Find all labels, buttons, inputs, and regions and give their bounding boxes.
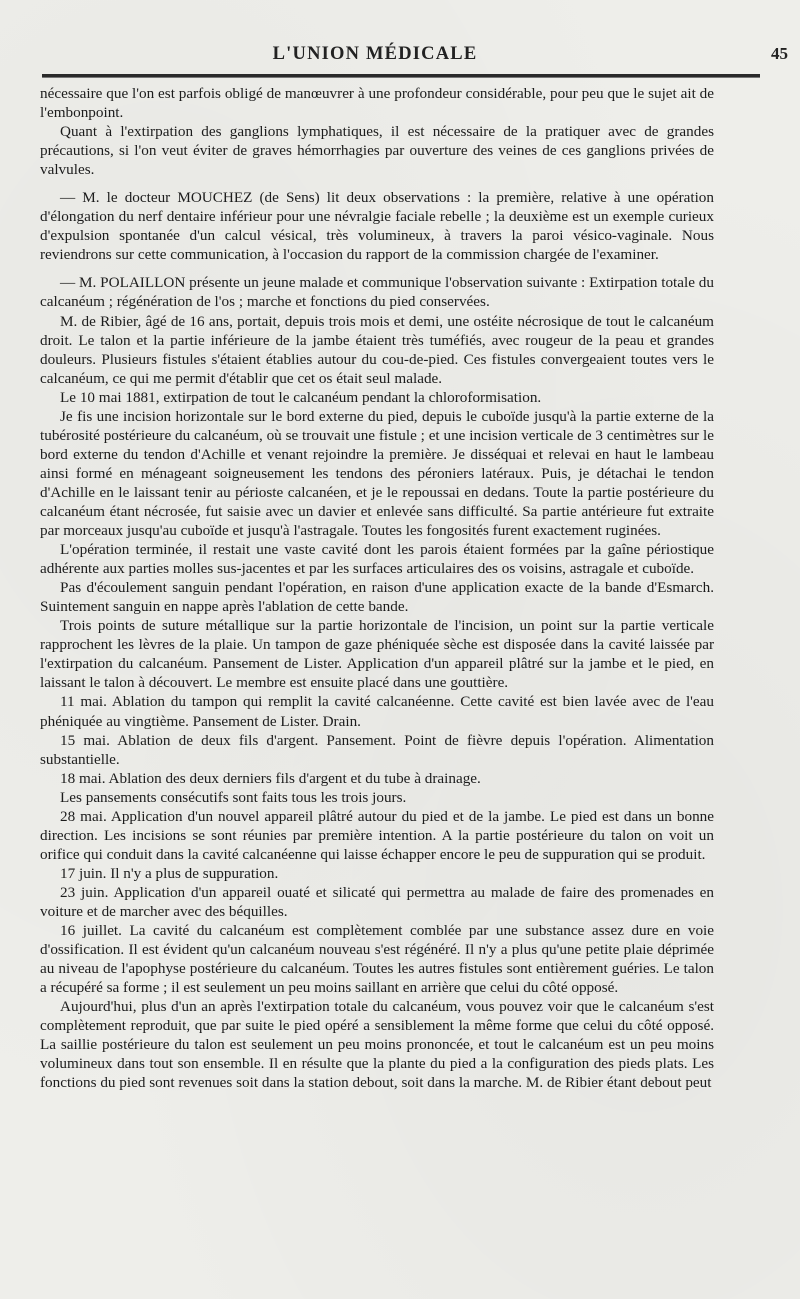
paragraph-13: 18 mai. Ablation des deux derniers fils d'argent et du tube à drainage. [60,769,481,787]
paragraph-8: L'opération terminée, il restait une vaste cavité dont les parois étaient formées par la gaîne périostique adhérente aux parties molles sus-jacentes et par les surfaces articulaires des os voisins, astragale et cuboïde. [40,541,714,578]
paragraph-14: Les pansements consécutifs sont faits tous les trois jours. [60,788,407,806]
running-title: L'UNION MÉDICALE [272,44,478,64]
paragraph-10: Trois points de suture métallique sur la partie horizontale de l'incision, un point sur la partie verticale rapprochent les lèvres de la plaie. Un tampon de gaze phéniquée sèche est disposée dans la cavité laissée par l'extirpation du calcanéum. Pansement de Lister. Application d'un appareil plâtré sur la jambe et le pied, en laissant le talon à découvert. Le membre est ensuite placé dans une gouttière. [40,617,714,692]
paragraph-12: 15 mai. Ablation de deux fils d'argent. Pansement. Point de fièvre depuis l'opération. Alimentation substantielle. [40,731,714,768]
paragraph-11: 11 mai. Ablation du tampon qui remplit la cavité calcanéenne. Cette cavité est bien lavée avec de l'eau phéniquée au vingtième. Pansement de Lister. Drain. [40,693,714,730]
paragraph-4: — M. POLAILLON présente un jeune malade et communique l'observation suivante : Extirpation totale du calcanéum ; régénération de l'os ; marche et fonctions du pied conservées. [40,274,714,311]
paragraph-19: Aujourd'hui, plus d'un an après l'extirpation totale du calcanéum, vous pouvez voir que le calcanéum s'est complètement reproduit, que par suite le pied opéré a sensiblement la même forme que celui du côté opposé. La saillie postérieure du talon est seulement un peu moins prononcée, et tout le calcanéum est un peu moins volumineux dans tout son ensemble. Il en résulte que la plante du pied a la configuration des pieds plats. Les fonctions du pied sont revenues soit dans la station debout, soit dans la marche. M. de Ribier étant debout peut [40,998,714,1092]
paragraph-2: Quant à l'extirpation des ganglions lymphatiques, il est nécessaire de la pratiquer avec de grandes précautions, si l'on veut éviter de graves hémorrhagies par ouverture des veines de ces ganglions privées de valvules. [40,123,714,179]
paragraph-6: Le 10 mai 1881, extirpation de tout le calcanéum pendant la chloroformisation. [60,388,542,406]
paragraph-1: nécessaire que l'on est parfois obligé de manœuvrer à une profondeur considérable, pour peu que le sujet ait de l'embonpoint. [40,85,714,122]
paragraph-5: M. de Ribier, âgé de 16 ans, portait, depuis trois mois et demi, une ostéite nécrosique de tout le calcanéum droit. Le talon et la partie inférieure de la jambe étaient très tuméfiés, avec rougeur de la peau et grandes douleurs. Plusieurs fistules s'étaient établies autour du cou-de-pied. Ces fistules convergeaient toutes vers le calcanéum, ce qui me permit d'établir que cet os était seul malade. [40,312,714,387]
page-number: 45 [771,44,788,63]
paragraph-9: Pas d'écoulement sanguin pendant l'opération, en raison d'une application exacte de la bande d'Esmarch. Suintement sanguin en nappe après l'ablation de cette bande. [40,579,714,616]
article-body [40,84,714,1092]
paragraph-18: 16 juillet. La cavité du calcanéum est complètement comblée par une substance assez dure en voie d'ossification. Il est évident qu'un calcanéum nouveau s'est régénéré. Il n'y a plus qu'une petite plaie déprimée au niveau de l'apophyse postérieure du calcanéum. Toutes les autres fistules sont entièrement guéries. Le talon a récupéré sa forme ; il est seulement un peu moins saillant en arrière que celui du côté opposé. [40,922,714,997]
header-rule [42,74,760,78]
page-header [40,44,788,72]
paragraph-3: — M. le docteur MOUCHEZ (de Sens) lit deux observations : la première, relative à une opération d'élongation du nerf dentaire inférieur pour une névralgie faciale rebelle ; la deuxième est un exemple curieux d'expulsion spontanée d'un calcul vésical, très volumineux, à travers la paroi vésico-vaginale. Nous reviendrons sur cette communication, à l'occasion du rapport de la commission chargée de l'examiner. [40,189,714,264]
paragraph-15: 28 mai. Application d'un nouvel appareil plâtré autour du pied et de la jambe. Le pied est dans un bonne direction. Les incisions se sont réunies par première intention. A la partie postérieure du talon on voit un orifice qui conduit dans la cavité calcanéenne qui laisse échapper encore le peu de suppuration qui se produit. [40,807,714,863]
paragraph-16: 17 juin. Il n'y a plus de suppuration. [60,864,279,882]
paragraph-17: 23 juin. Application d'un appareil ouaté et silicaté qui permettra au malade de faire des promenades en voiture et de marcher avec des béquilles. [40,883,714,920]
paragraph-7: Je fis une incision horizontale sur le bord externe du pied, depuis le cuboïde jusqu'à la partie externe de la tubérosité postérieure du calcanéum, où se trouvait une fistule ; et une incision verticale de 3 centimètres sur le bord externe du tendon d'Achille et venant rejoindre la première. Je disséquai et relevai en haut le lambeau ainsi formé en ménageant soigneusement les tendons des péroniers latéraux. Puis, je détachai le tendon d'Achille en le laissant tenir au périoste calcanéen, et je le repoussai en dedans. Toute la partie postérieure du calcanéum étant nécrosée, fut saisie avec un davier et enlevée sans difficulté. Sa partie antérieure fut extraite par morceaux jusqu'au cuboïde et jusqu'à l'astragale. Toutes les fongosités furent exactement ruginées. [40,407,714,540]
